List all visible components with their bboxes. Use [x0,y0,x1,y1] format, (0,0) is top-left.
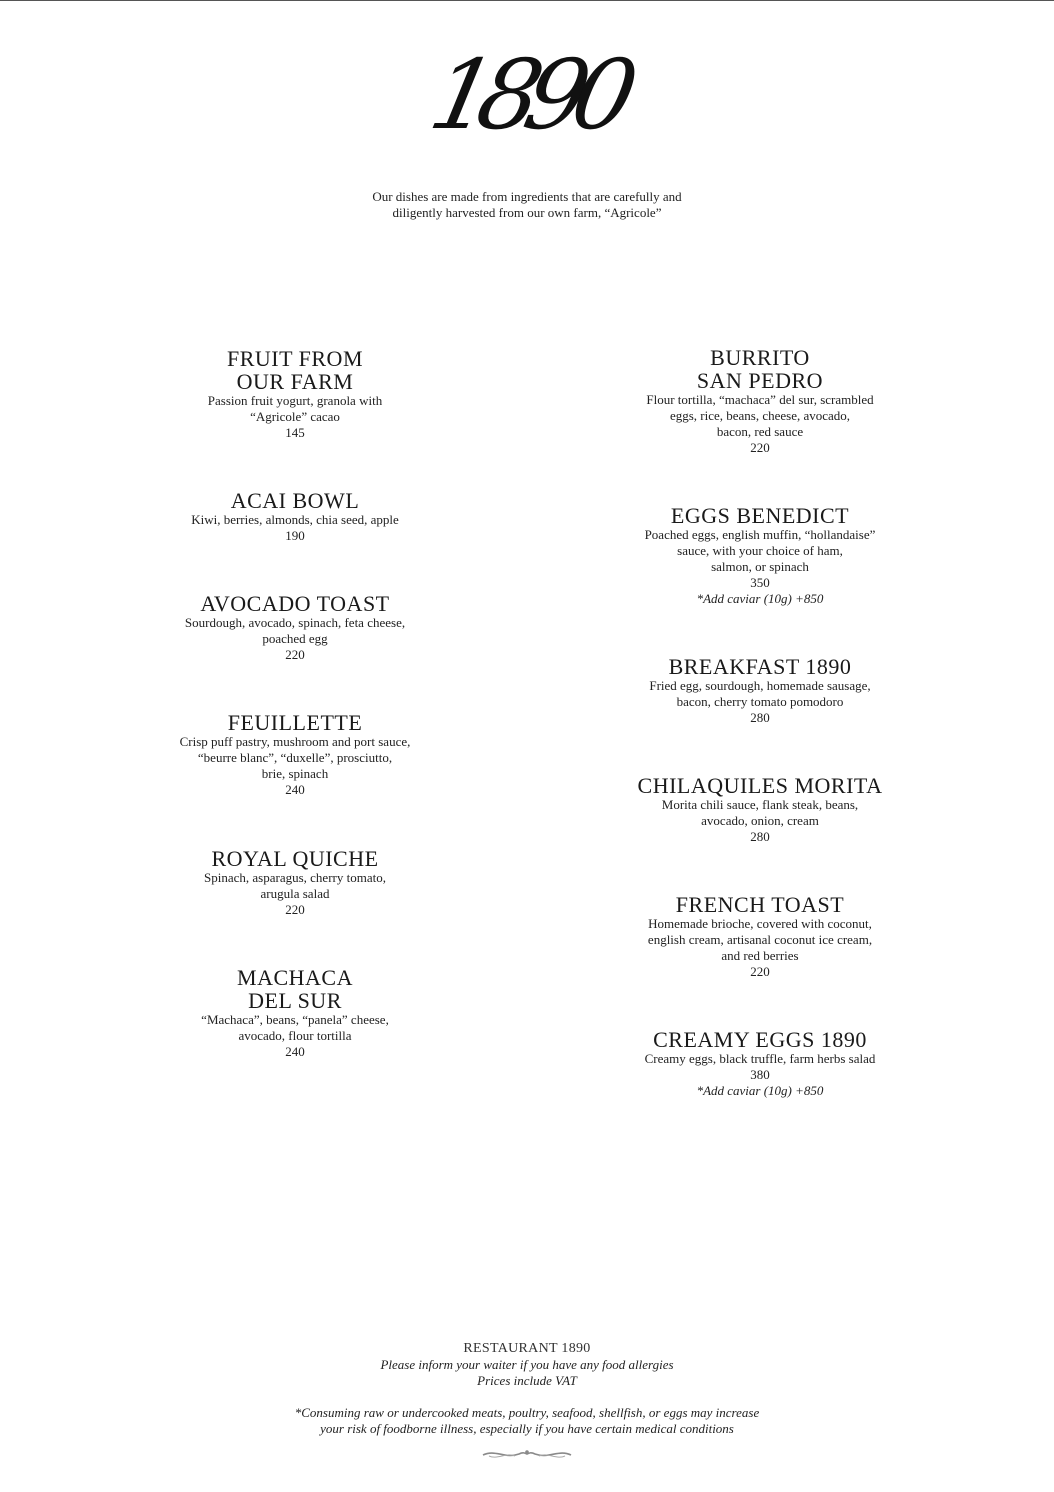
menu-item-price: 145 [285,425,305,440]
menu-item-description: Sourdough, avocado, spinach, feta cheese, poached egg [184,615,406,646]
footer-allergy-note: Please inform your waiter if you have any food allergies [380,1357,674,1372]
menu-item-price: 220 [285,647,305,662]
menu-item-addon-note: *Add caviar (10g) +850 [696,591,824,606]
menu-item-title: MACHACA DEL SUR [237,965,353,1013]
menu-item [610,346,910,456]
menu-item-price: 240 [285,782,305,797]
menu-item [145,489,445,544]
menu-item [145,592,445,663]
footer [0,1341,1054,1437]
menu-item-description: “Machaca”, beans, “panela” cheese, avocado, flour tortilla [201,1012,389,1043]
menu-item-addon-note: *Add caviar (10g) +850 [696,1083,824,1098]
menu-item [145,347,445,441]
menu-item [145,711,445,798]
intro-text: Our dishes are made from ingredients that are carefully and diligently harvested from our own farm, “Agricole” [372,189,682,220]
menu-item-description: Crisp puff pastry, mushroom and port sauce, “beurre blanc”, “duxelle”, prosciutto, brie, spinach [179,734,411,781]
menu-item-description: Spinach, asparagus, cherry tomato, arugula salad [204,870,386,901]
menu-item-title: CREAMY EGGS 1890 [653,1027,867,1052]
menu-item-price: 280 [750,829,770,844]
menu-item-description: Kiwi, berries, almonds, chia seed, apple [191,512,399,527]
menu-item-price: 380 [750,1067,770,1082]
menu-item [145,966,445,1060]
menu-item-price: 220 [285,902,305,917]
menu-item-price: 190 [285,528,305,543]
menu-item-title: ROYAL QUICHE [211,846,379,871]
menu-item-description: Poached eggs, english muffin, “hollandaise” sauce, with your choice of ham, salmon, or spinach [644,527,876,574]
menu-item-title: CHILAQUILES MORITA [637,773,883,798]
menu-item-description: Fried egg, sourdough, homemade sausage, bacon, cherry tomato pomodoro [649,678,871,709]
footer-restaurant-name: RESTAURANT 1890 [463,1341,591,1356]
menu-item-description: Flour tortilla, “machaca” del sur, scrambled eggs, rice, beans, cheese, avocado, bacon, red sauce [646,392,874,439]
menu-item [610,774,910,845]
menu-item-title: ACAI BOWL [230,488,360,513]
menu-item-description: Passion fruit yogurt, granola with “Agricole” cacao [207,393,383,424]
menu-item-price: 240 [285,1044,305,1059]
menu-item-title: BREAKFAST 1890 [668,654,852,679]
restaurant-logo: 1890 [420,39,634,151]
menu-item-price: 220 [750,964,770,979]
menu-item-title: FRENCH TOAST [675,892,845,917]
menu-item-title: FEUILLETTE [227,710,363,735]
menu-item-price: 350 [750,575,770,590]
menu-item-title: EGGS BENEDICT [670,503,850,528]
flourish-ornament-icon [0,1447,1054,1466]
menu-item-price: 280 [750,710,770,725]
menu-item-title: FRUIT FROM OUR FARM [226,346,364,394]
menu-item [610,655,910,726]
menu-item-title: AVOCADO TOAST [200,591,390,616]
menu-item-price: 220 [750,440,770,455]
menu-item-description: Homemade brioche, covered with coconut, english cream, artisanal coconut ice cream, and red berries [647,916,873,963]
top-border [0,0,1054,1]
menu-item [610,1028,910,1099]
menu-item [610,504,910,607]
menu-item-description: Creamy eggs, black truffle, farm herbs salad [644,1051,876,1066]
menu-item [145,847,445,918]
menu-item-description: Morita chili sauce, flank steak, beans, avocado, onion, cream [661,797,859,828]
footer-vat-note: Prices include VAT [477,1373,577,1388]
footer-disclaimer: *Consuming raw or undercooked meats, poultry, seafood, shellfish, or eggs may increase your risk of foodborne illness, especially if you have certain medical conditions [294,1405,760,1436]
menu-item-title: BURRITO SAN PEDRO [696,345,824,393]
menu-item [610,893,910,980]
